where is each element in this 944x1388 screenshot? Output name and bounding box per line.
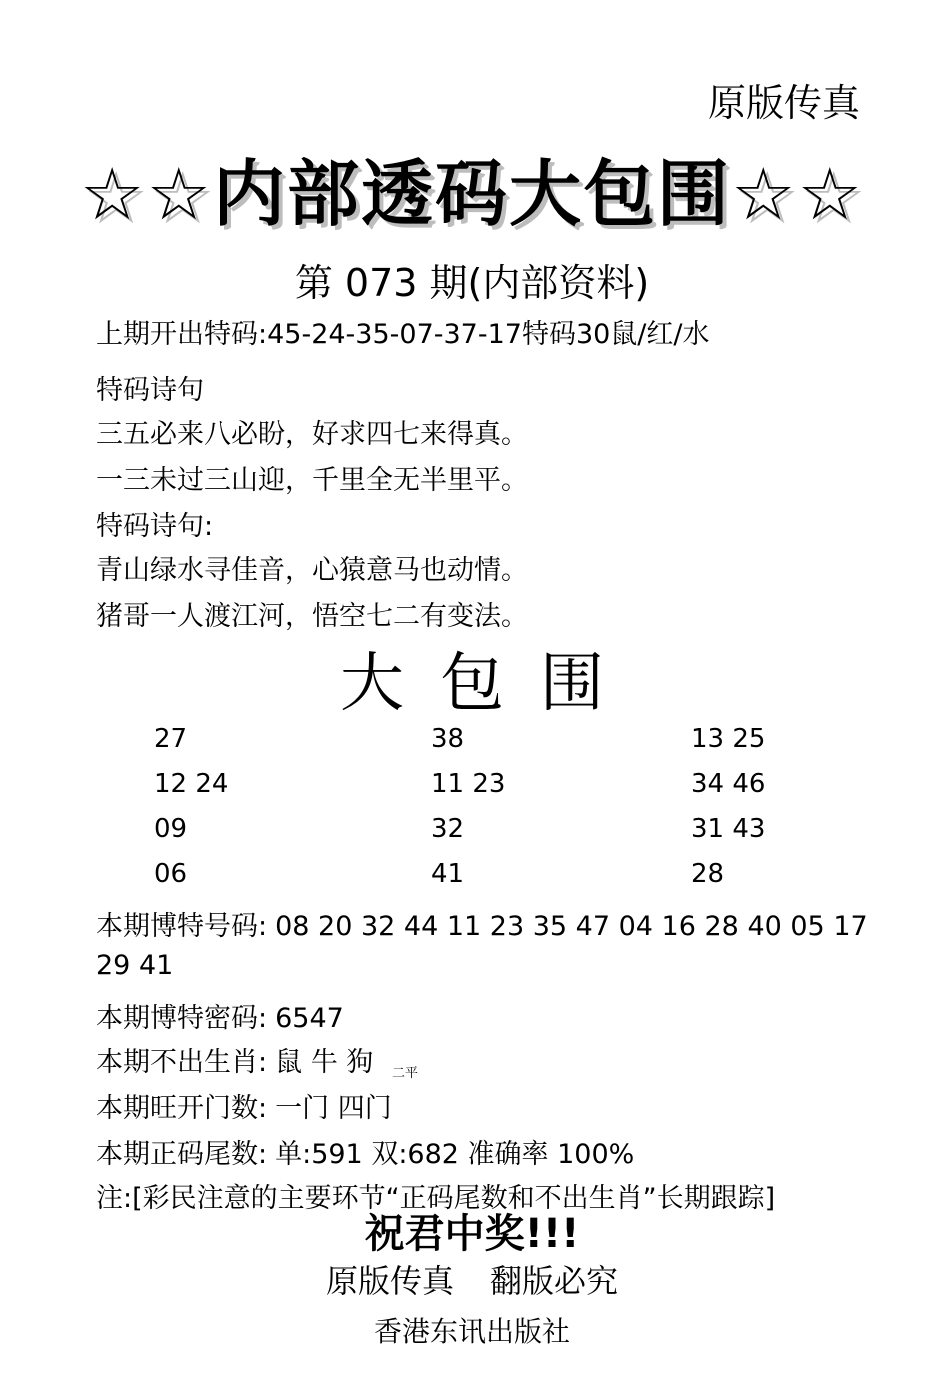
secret-code-label: 本期博特密码: <box>96 1003 268 1034</box>
doors-label: 本期旺开门数: <box>96 1093 268 1124</box>
poem2-heading: 特码诗句: <box>96 511 214 542</box>
grid-cell: 09 <box>154 814 188 844</box>
special-numbers-line-1: 08 20 32 44 11 23 35 47 04 16 28 40 05 17 <box>275 911 868 942</box>
grid-cell: 31 43 <box>691 814 766 844</box>
main-title: ☆☆内部透码大包围☆☆ <box>79 152 865 236</box>
grid-cell: 38 <box>431 724 465 754</box>
grid-cell: 27 <box>154 724 188 754</box>
copyright-original: 原版传真 <box>325 1262 454 1300</box>
publisher: 香港东讯出版社 <box>373 1315 570 1348</box>
last-result: 上期开出特码:45-24-35-07-37-17特码30鼠/红/水 <box>96 319 710 350</box>
grid-cell: 34 46 <box>691 769 766 799</box>
grid-cell: 06 <box>154 859 188 889</box>
secret-code-value: 6547 <box>275 1003 344 1034</box>
tail-label: 本期正码尾数: <box>96 1139 268 1170</box>
no-zodiac-row <box>96 1040 373 1079</box>
tail-row <box>96 1132 634 1171</box>
issue-line: 第 073 期(内部资料) <box>294 261 650 305</box>
grid-cell: 32 <box>431 814 465 844</box>
big-title: 大包围 <box>340 647 640 721</box>
poem1-heading: 特码诗句 <box>96 375 204 406</box>
grid-cell: 12 24 <box>154 769 229 799</box>
copyright <box>0 1256 944 1302</box>
doors-row <box>96 1086 392 1125</box>
special-numbers-row <box>96 904 868 943</box>
grid-cell: 41 <box>431 859 465 889</box>
doors-value: 一门 四门 <box>275 1093 392 1124</box>
no-zodiac-value: 鼠 牛 狗 <box>275 1047 374 1078</box>
no-zodiac-label: 本期不出生肖: <box>96 1047 268 1078</box>
special-numbers-line-2: 29 41 <box>96 950 174 981</box>
grid-cell: 13 25 <box>691 724 766 754</box>
note: 注:[彩民注意的主要环节“正码尾数和不出生肖”长期跟踪] <box>96 1183 776 1214</box>
special-numbers-label: 本期博特号码: <box>96 911 268 942</box>
tail-value: 单:591 双:682 准确率 100% <box>275 1139 635 1170</box>
grid-cell: 11 23 <box>431 769 506 799</box>
poem2-line-1: 青山绿水寻佳音，心猿意马也动情。 <box>96 555 528 586</box>
wish: 祝君中奖!!! <box>364 1211 580 1257</box>
header-tag: 原版传真 <box>707 81 860 125</box>
grid-cell: 28 <box>691 859 725 889</box>
no-zodiac-note: 二平 <box>392 1066 419 1081</box>
copyright-reserved: 翻版必究 <box>490 1262 619 1300</box>
poem1-line-2: 一三未过三山迎，千里全无半里平。 <box>96 465 528 496</box>
poem2-line-2: 猪哥一人渡江河，悟空七二有变法。 <box>96 601 528 632</box>
poem1-line-1: 三五必来八必盼，好求四七来得真。 <box>96 419 528 450</box>
secret-code-row <box>96 996 344 1035</box>
